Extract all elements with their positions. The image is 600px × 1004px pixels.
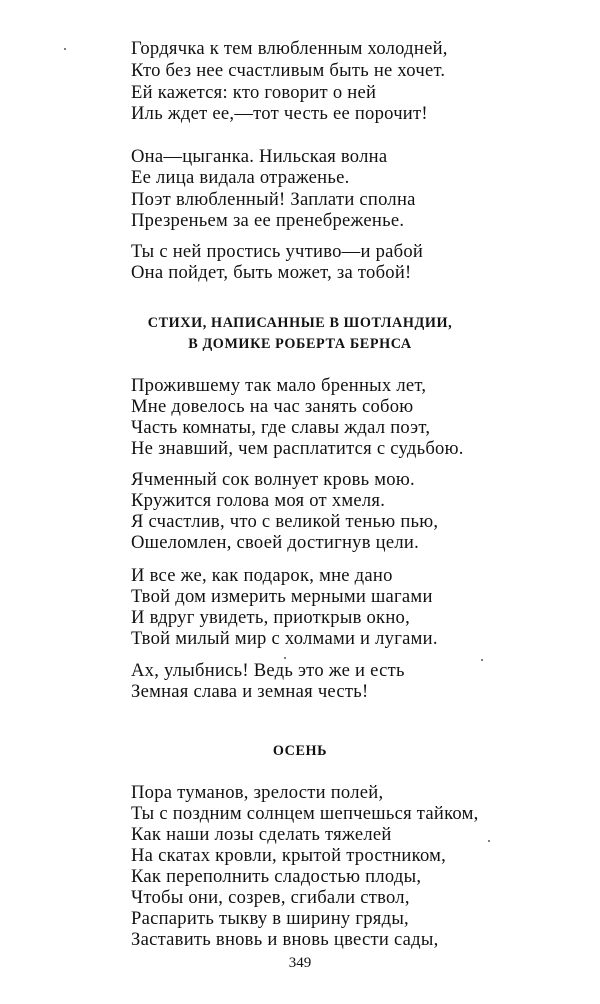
verse-line: И все же, как подарок, мне дано [131,565,393,586]
scan-speck [488,840,490,842]
verse-line: Гордячка к тем влюбленным холодней, [131,38,448,59]
verse-line: Она—цыганка. Нильская волна [131,146,388,167]
verse-line: Кто без нее счастливым быть не хочет. [131,60,446,81]
verse-line: На скатах кровли, крытой тростником, [131,845,447,866]
verse-line: Пора туманов, зрелости полей, [131,782,384,803]
scan-speck [481,659,483,661]
verse-line: Иль ждет ее,—тот честь ее порочит! [131,103,428,124]
verse-line: Она пойдет, быть может, за тобой! [131,262,412,283]
verse-line: Ошеломлен, своей достигнув цели. [131,532,419,553]
verse-line: Поэт влюбленный! Заплати сполна [131,189,416,210]
verse-line: Ее лица видала отраженье. [131,167,350,188]
verse-line: Ты с ней простись учтиво—и рабой [131,241,424,262]
poem-title: СТИХИ, НАПИСАННЫЕ В ШОТЛАНДИИ, [147,315,453,331]
scan-speck [284,657,286,659]
verse-line: Ах, улыбнись! Ведь это же и есть [131,660,405,681]
verse-line: Ты с поздним солнцем шепчешься тайком, [131,803,479,824]
verse-line: Ей кажется: кто говорит о ней [131,82,377,103]
poem-title: ОСЕНЬ [272,743,328,759]
verse-line: Распарить тыкву в ширину гряды, [131,908,409,929]
verse-line: Прожившему так мало бренных лет, [131,375,427,396]
verse-line: Как наши лозы сделать тяжелей [131,824,392,845]
verse-line: Презреньем за ее пренебреженье. [131,210,405,231]
verse-line: Не знавший, чем расплатится с судьбою. [131,438,464,459]
verse-line: Заставить вновь и вновь цвести сады, [131,929,439,950]
verse-line: Чтобы они, созрев, сгибали ствол, [131,887,410,908]
verse-line: Ячменный сок волнует кровь мою. [131,469,415,490]
verse-line: И вдруг увидеть, приоткрыв окно, [131,607,410,628]
scan-speck [64,48,66,50]
page-number: 349 [288,955,312,971]
verse-line: Кружится голова моя от хмеля. [131,490,386,511]
verse-line: Земная слава и земная честь! [131,681,369,702]
verse-line: Мне довелось на час занять собою [131,396,414,417]
verse-line: Твой милый мир с холмами и лугами. [131,628,438,649]
verse-line: Я счастлив, что с великой тенью пью, [131,511,439,532]
verse-line: Твой дом измерить мерными шагами [131,586,433,607]
verse-line: Часть комнаты, где славы ждал поэт, [131,417,431,438]
poem-title: В ДОМИКЕ РОБЕРТА БЕРНСА [188,336,412,352]
verse-line: Как переполнить сладостью плоды, [131,866,422,887]
